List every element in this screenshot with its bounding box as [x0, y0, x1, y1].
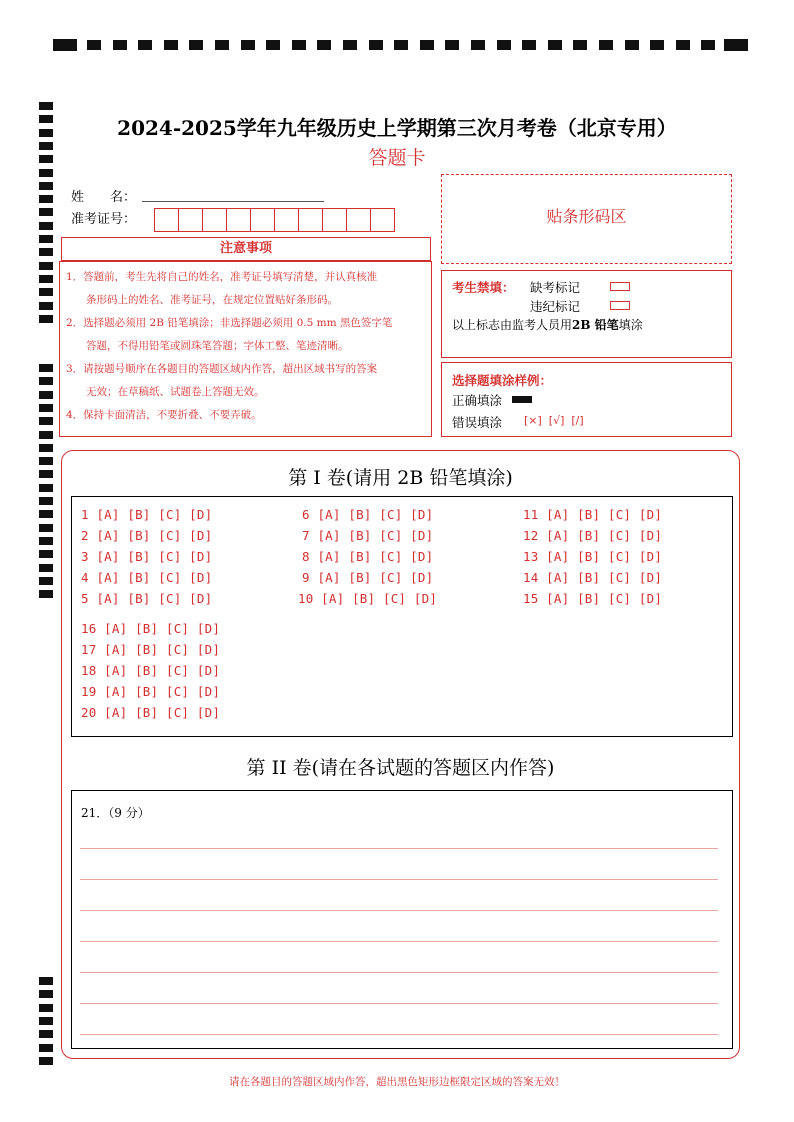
- answer-line: [80, 972, 718, 973]
- answer-line: [80, 848, 718, 849]
- mcq-item-9[interactable]: 9 [A] [B] [C] [D]: [302, 570, 434, 585]
- timing-mark: [625, 40, 639, 50]
- timing-mark: [420, 40, 434, 50]
- timing-mark: [39, 537, 53, 545]
- wrong-fill-label: 错误填涂: [452, 415, 503, 430]
- timing-mark: [39, 550, 53, 558]
- correct-fill-label: 正确填涂: [452, 393, 503, 408]
- forbidden-note: [452, 316, 643, 333]
- mcq-item-15[interactable]: 15 [A] [B] [C] [D]: [523, 591, 663, 606]
- timing-mark: [39, 222, 53, 230]
- mcq-item-14[interactable]: 14 [A] [B] [C] [D]: [523, 570, 663, 585]
- timing-mark: [266, 40, 280, 50]
- timing-mark: [599, 40, 613, 50]
- timing-mark: [39, 248, 53, 256]
- timing-mark: [573, 40, 587, 50]
- timing-mark: [39, 1030, 53, 1038]
- timing-mark: [87, 40, 101, 50]
- sample-heading: 选择题填涂样例：: [452, 373, 553, 388]
- timing-mark: [522, 40, 536, 50]
- notice-heading: 注意事项: [61, 237, 431, 261]
- section-2-title: 第 II 卷(请在各试题的答题区内作答): [246, 757, 555, 779]
- timing-mark: [39, 497, 53, 505]
- timing-mark: [39, 1057, 53, 1065]
- fill-sample-box: [441, 362, 732, 437]
- timing-mark: [39, 102, 53, 110]
- absent-mark-label: 缺考标记: [530, 280, 581, 295]
- timing-mark: [39, 484, 53, 492]
- timing-mark: [701, 40, 715, 50]
- mcq-item-12[interactable]: 12 [A] [B] [C] [D]: [523, 528, 663, 543]
- mcq-item-18[interactable]: 18 [A] [B] [C] [D]: [81, 663, 221, 678]
- exam-id-digit-box[interactable]: [298, 208, 323, 232]
- footer-warning: 请在各题目的答题区域内作答，超出黑色矩形边框限定区域的答案无效！: [229, 1076, 565, 1088]
- barcode-area: [441, 174, 732, 264]
- answer-line: [80, 1003, 718, 1004]
- exam-id-label: 准考证号：: [71, 212, 137, 227]
- mcq-item-5[interactable]: 5 [A] [B] [C] [D]: [81, 591, 213, 606]
- section-1-title: 第 I 卷(请用 2B 铅笔填涂): [288, 467, 513, 489]
- exam-id-digit-box[interactable]: [274, 208, 299, 232]
- timing-mark: [317, 40, 331, 50]
- timing-mark: [39, 990, 53, 998]
- exam-id-digit-box[interactable]: [370, 208, 395, 232]
- mcq-item-6[interactable]: 6 [A] [B] [C] [D]: [302, 507, 434, 522]
- timing-mark: [39, 1044, 53, 1052]
- timing-mark: [39, 510, 53, 518]
- mcq-item-2[interactable]: 2 [A] [B] [C] [D]: [81, 528, 213, 543]
- mcq-item-20[interactable]: 20 [A] [B] [C] [D]: [81, 705, 221, 720]
- mcq-item-1[interactable]: 1 [A] [B] [C] [D]: [81, 507, 213, 522]
- left-timing-marks-middle: [39, 364, 53, 600]
- mcq-item-7[interactable]: 7 [A] [B] [C] [D]: [302, 528, 434, 543]
- timing-mark: [39, 590, 53, 598]
- timing-mark: [138, 40, 152, 50]
- forbidden-marks-box: [441, 270, 732, 358]
- barcode-label: 贴条形码区: [546, 206, 627, 226]
- timing-mark: [39, 288, 53, 296]
- exam-id-digit-box[interactable]: [202, 208, 227, 232]
- mcq-item-13[interactable]: 13 [A] [B] [C] [D]: [523, 549, 663, 564]
- mcq-item-11[interactable]: 11 [A] [B] [C] [D]: [523, 507, 663, 522]
- exam-id-digit-box[interactable]: [178, 208, 203, 232]
- notice-line: 答题，不得用铅笔或圆珠笔答题；字体工整、笔迹清晰。: [86, 340, 349, 352]
- timing-mark: [497, 40, 511, 50]
- notice-line: 4．保持卡面清洁，不要折叠、不要弄破。: [66, 409, 262, 421]
- timing-mark: [39, 262, 53, 270]
- timing-mark: [189, 40, 203, 50]
- timing-mark: [39, 377, 53, 385]
- timing-mark: [445, 40, 459, 50]
- timing-mark: [471, 40, 485, 50]
- timing-mark: [39, 182, 53, 190]
- timing-mark: [39, 444, 53, 452]
- timing-mark: [241, 40, 255, 50]
- timing-mark: [53, 39, 77, 51]
- forbidden-note-bold: 2B 铅笔: [572, 318, 619, 332]
- timing-mark: [215, 40, 229, 50]
- timing-mark: [292, 40, 306, 50]
- timing-mark: [39, 417, 53, 425]
- left-timing-marks-lower: [39, 977, 53, 1065]
- page-title: 2024-2025学年九年级历史上学期第三次月考卷（北京专用）: [117, 116, 677, 140]
- notice-line: 条形码上的姓名、准考证号，在规定位置贴好条形码。: [86, 294, 338, 306]
- forbidden-note-suffix: 填涂: [618, 318, 643, 332]
- timing-mark: [39, 524, 53, 532]
- answer-line: [80, 1034, 718, 1035]
- answer-line: [80, 941, 718, 942]
- notice-box: [59, 261, 432, 437]
- timing-mark: [39, 457, 53, 465]
- timing-mark: [39, 470, 53, 478]
- correct-fill-mark: [512, 396, 532, 403]
- forbidden-note-prefix: 以上标志由监考人员用: [452, 318, 573, 332]
- timing-mark: [39, 195, 53, 203]
- forbidden-label: 考生禁填：: [452, 280, 515, 295]
- name-label: 姓 名：: [71, 190, 137, 205]
- question-21-label: 21．（9 分）: [81, 806, 150, 820]
- timing-mark: [39, 1017, 53, 1025]
- timing-mark: [39, 431, 53, 439]
- timing-mark: [39, 564, 53, 572]
- timing-mark: [39, 315, 53, 323]
- timing-mark: [164, 40, 178, 50]
- mcq-item-4[interactable]: 4 [A] [B] [C] [D]: [81, 570, 213, 585]
- timing-mark: [548, 40, 562, 50]
- exam-id-digit-box[interactable]: [250, 208, 275, 232]
- notice-line: 2．选择题必须用 2B 铅笔填涂；非选择题必须用 0.5 mm 黑色签字笔: [66, 317, 393, 329]
- timing-mark: [394, 40, 408, 50]
- timing-mark: [369, 40, 383, 50]
- wrong-fill-marks: [×] [√] [/]: [524, 414, 584, 427]
- violation-mark-label: 违纪标记: [530, 299, 581, 314]
- timing-mark: [39, 364, 53, 372]
- notice-line: 1．答题前，考生先将自己的姓名，准考证号填写清楚，并认真核准: [66, 271, 378, 283]
- exam-id-boxes[interactable]: [155, 208, 395, 232]
- exam-id-digit-box[interactable]: [154, 208, 179, 232]
- exam-id-digit-box[interactable]: [346, 208, 371, 232]
- absent-mark-box[interactable]: [610, 282, 630, 291]
- timing-mark: [676, 40, 690, 50]
- timing-mark: [39, 275, 53, 283]
- page-subtitle: 答题卡: [368, 147, 426, 169]
- top-timing-marks: [53, 38, 748, 52]
- answer-line: [80, 879, 718, 880]
- timing-mark: [39, 208, 53, 216]
- timing-mark: [39, 977, 53, 985]
- mcq-item-19[interactable]: 19 [A] [B] [C] [D]: [81, 684, 221, 699]
- timing-mark: [113, 40, 127, 50]
- timing-mark: [39, 302, 53, 310]
- exam-id-digit-box[interactable]: [226, 208, 251, 232]
- notice-line: 3．请按题号顺序在各题目的答题区域内作答，超出区域书写的答案: [66, 363, 378, 375]
- mcq-item-10[interactable]: 10 [A] [B] [C] [D]: [298, 591, 438, 606]
- violation-mark-box[interactable]: [610, 301, 630, 310]
- timing-mark: [39, 235, 53, 243]
- answer-line: [80, 910, 718, 911]
- timing-mark: [39, 577, 53, 585]
- mcq-item-17[interactable]: 17 [A] [B] [C] [D]: [81, 642, 221, 657]
- mcq-item-3[interactable]: 3 [A] [B] [C] [D]: [81, 549, 213, 564]
- mcq-item-16[interactable]: 16 [A] [B] [C] [D]: [81, 621, 221, 636]
- timing-mark: [650, 40, 664, 50]
- timing-mark: [724, 39, 748, 51]
- timing-mark: [343, 40, 357, 50]
- name-field[interactable]: [142, 201, 324, 202]
- timing-mark: [39, 1004, 53, 1012]
- exam-id-digit-box[interactable]: [322, 208, 347, 232]
- timing-mark: [39, 391, 53, 399]
- mcq-item-8[interactable]: 8 [A] [B] [C] [D]: [302, 549, 434, 564]
- notice-line: 无效；在草稿纸、试题卷上答题无效。: [86, 386, 265, 398]
- question-21-box: [71, 790, 733, 1049]
- timing-mark: [39, 404, 53, 412]
